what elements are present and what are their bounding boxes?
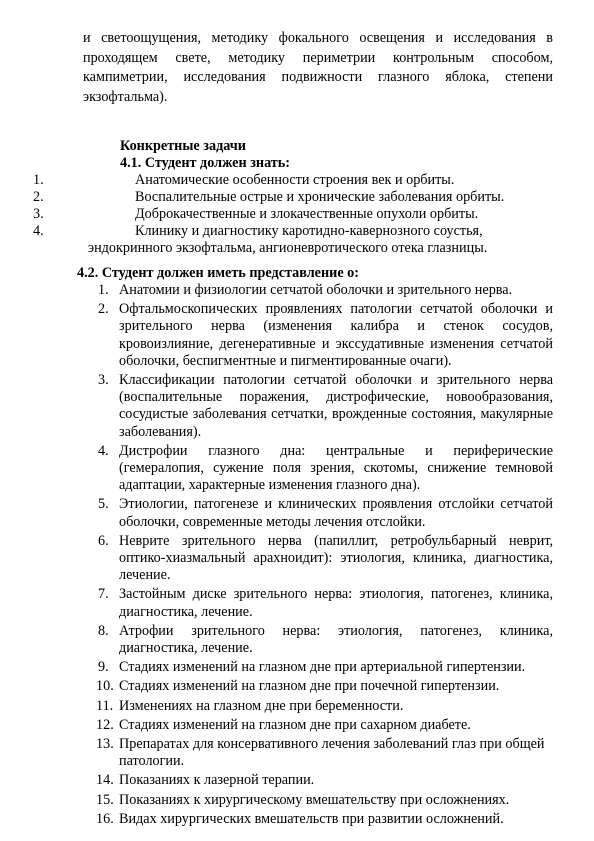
- list-item-number: 15.: [96, 791, 114, 808]
- list-item: [98, 772, 553, 789]
- list-item-text: Анатомии и физиологии сетчатой оболочки и зрительного нерва.: [119, 282, 513, 298]
- list-item-text: Препаратах для консервативного лечения заболеваний глаз при общей патологии.: [119, 736, 545, 770]
- list-item-text: Показаниях к лазерной терапии.: [119, 772, 315, 789]
- list-item: [98, 301, 553, 370]
- list-item-text: Изменениях на глазном дне при беременности.: [119, 697, 404, 714]
- list-item: [98, 372, 553, 441]
- know-item: [0, 206, 594, 223]
- list-item-text: Стадиях изменений на глазном дне при почечной гипертензии.: [119, 678, 500, 695]
- list-item-number: 2.: [98, 301, 109, 318]
- list-item: [98, 717, 553, 734]
- list-item-number: 1.: [98, 282, 109, 298]
- list-item-text: Атрофии зрительного нерва: этиология, патогенез, клиника, диагностика, лечение.: [119, 622, 553, 657]
- know-item-text: Клинику и диагностику каротидно-кавернозного соустья,: [135, 223, 483, 239]
- list-item-text: Классификации патологии сетчатой оболочки и зрительного нерва (воспалительные поражения, дистрофические, новообразования, сосудистые заболевания сетчатки, врожденные состояния, макулярные заболевания).: [119, 372, 553, 440]
- heading-know: 4.1. Студент должен знать:: [120, 155, 290, 171]
- list-item-number: 4.: [98, 442, 109, 459]
- list-item-text: Показаниях к хирургическому вмешательству при осложнениях.: [119, 791, 510, 808]
- list-item-number: 14.: [96, 772, 114, 789]
- list-item-number: 12.: [96, 716, 114, 733]
- list-item: [98, 623, 553, 657]
- list-item: [98, 698, 553, 715]
- list-item-text: Стадиях изменений на глазном дне при сахарном диабете.: [119, 716, 471, 733]
- list-item-number: 8.: [98, 622, 109, 639]
- know-item-continuation: эндокринного экзофтальма, ангионевротического отека глазницы.: [88, 240, 488, 256]
- intro-paragraph: и светоощущения, методику фокального освещения и исследования в проходящем свете, методику периметрии контрольным способом, кампиметрии, исследования подвижности глазного яблока, степени экзофтальма).: [83, 30, 553, 105]
- list-item-number: 10.: [96, 678, 114, 695]
- list-item: [98, 533, 553, 585]
- list-item-text: Видах хирургических вмешательств при развитии осложнений.: [119, 810, 504, 827]
- list-item: [98, 282, 553, 299]
- list-item-number: 3.: [98, 372, 109, 389]
- know-item-text: Воспалительные острые и хронические заболевания орбиты.: [135, 189, 505, 205]
- list-item: [98, 811, 553, 828]
- know-item-text: Доброкачественные и злокачественные опухоли орбиты.: [135, 206, 479, 222]
- list-item: [98, 792, 553, 809]
- list-item: [98, 736, 553, 770]
- list-item-number: 16.: [96, 810, 114, 827]
- list-item-text: Этиологии, патогенезе и клинических проявления отслойки сетчатой оболочки, современные методы лечения отслойки.: [119, 496, 553, 530]
- list-item-number: 5.: [98, 496, 109, 513]
- know-item: [0, 223, 594, 240]
- representation-list: [98, 282, 553, 830]
- list-item-number: 13.: [96, 736, 114, 753]
- know-item-text: Анатомические особенности строения век и орбиты.: [135, 172, 455, 188]
- list-item-text: Застойным диске зрительного нерва: этиология, патогенез, клиника, диагностика, лечение.: [119, 586, 553, 620]
- list-item: [98, 443, 553, 495]
- list-item-text: Дистрофии глазного дна: центральные и периферические (гемералопия, сужение поля зрения, скотомы, снижение темновой адаптации, характерные изменения глазного дна).: [119, 442, 553, 494]
- list-item: [98, 586, 553, 620]
- list-item-number: 11.: [96, 697, 114, 714]
- know-item-number: 2.: [33, 189, 44, 205]
- list-item-number: 7.: [98, 586, 109, 603]
- know-item-number: 3.: [33, 206, 44, 222]
- list-item-text: Неврите зрительного нерва (папиллит, ретробульбарный неврит, оптико-хиазмальный арахноидит): этиология, клиника, диагностика, лечение.: [119, 532, 553, 584]
- list-item: [98, 659, 553, 676]
- know-item-number: 4.: [33, 223, 44, 239]
- list-item: [98, 496, 553, 530]
- list-item-text: Стадиях изменений на глазном дне при артериальной гипертензии.: [119, 659, 526, 676]
- know-item-number: 1.: [33, 172, 44, 188]
- heading-representation: 4.2. Студент должен иметь представление о:: [77, 265, 359, 281]
- know-item: [0, 189, 594, 206]
- list-item-number: 9.: [98, 659, 109, 676]
- list-item-text: Офтальмоскопических проявлениях патологии сетчатой оболочки и зрительного нерва (изменения калибра и стенок сосудов, кровоизлияние, дегенеративные и экссудативные изменения сетчатой оболочки, беспигментные и пигментированные очаги).: [119, 301, 553, 369]
- know-item: [0, 172, 594, 189]
- heading-tasks: Конкретные задачи: [120, 138, 246, 154]
- list-item: [98, 678, 553, 695]
- list-item-number: 6.: [98, 532, 109, 549]
